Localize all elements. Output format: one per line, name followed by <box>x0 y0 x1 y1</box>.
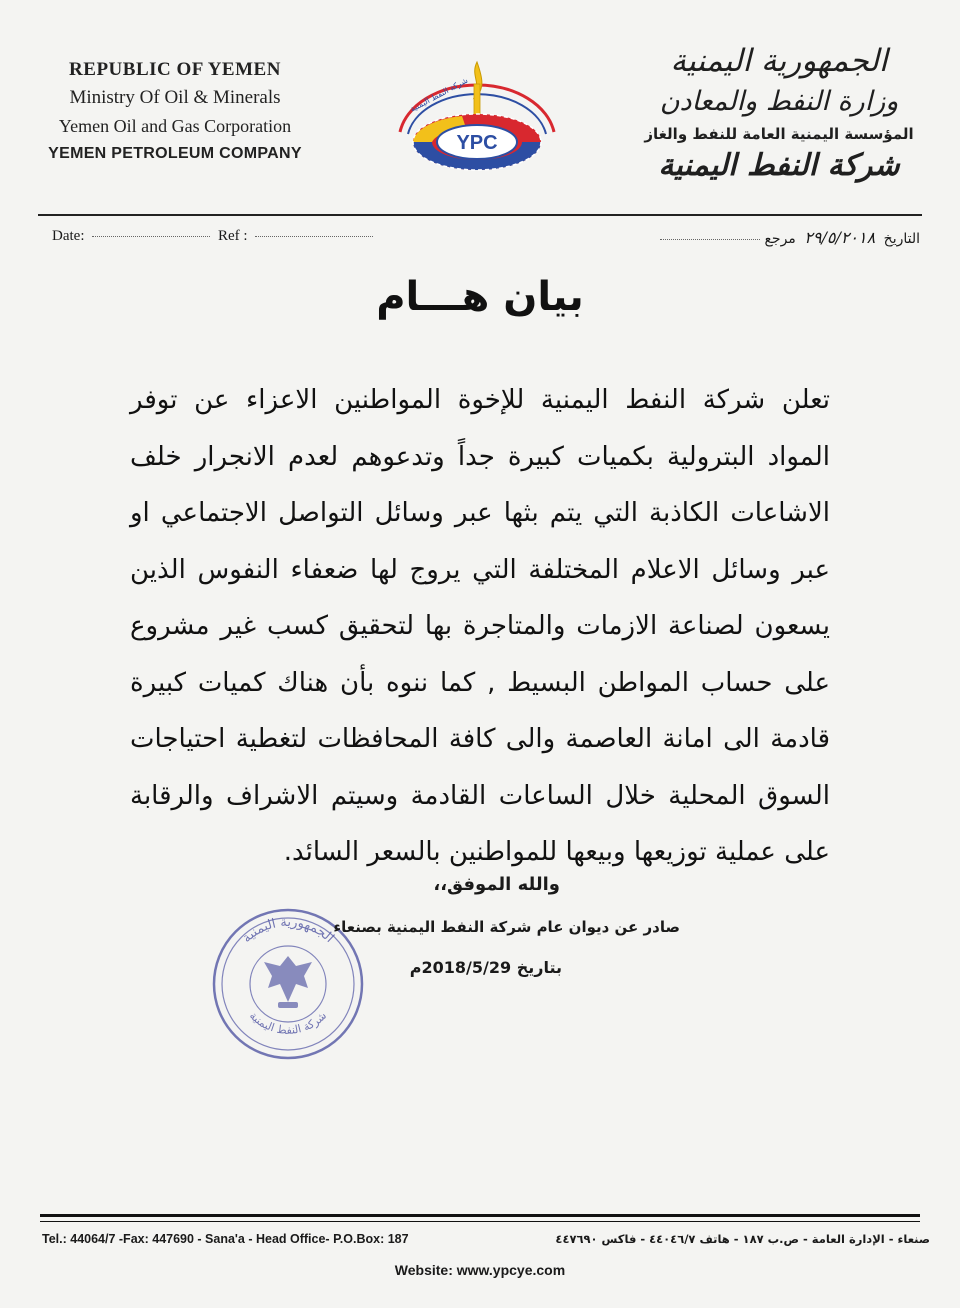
header-divider <box>38 214 922 216</box>
issued-date: بتاريخ 2018/5/29م <box>409 958 562 977</box>
ypc-logo <box>382 54 572 184</box>
seal-outer-text: الجمهورية اليمنية <box>239 914 337 946</box>
body-line: على عملية توزيعها وبيعها للمواطنين بالسعر السائد. <box>283 837 830 867</box>
ref-label-ar: مرجع <box>764 231 796 247</box>
statement-title: بيان هـــام <box>376 274 584 320</box>
body-line: يسعون لصناعة الازمات والمتاجرة بها لتحقيق كسب غير مشروع <box>130 611 830 641</box>
body-line: على حساب المواطن البسيط , كما ننوه بأن هناك كميات كبيرة <box>130 667 830 698</box>
header-en-corporation: Yemen Oil and Gas Corporation <box>58 116 292 136</box>
seal-bottom-text: شركة النفط اليمنية <box>246 1009 330 1037</box>
date-ref-arabic <box>660 228 920 247</box>
date-value-ar: ٢٩/٥/٢٠١٨ <box>804 228 876 247</box>
header-en-republic: REPUBLIC OF YEMEN <box>69 59 281 80</box>
header-english <box>30 56 320 168</box>
header-ar-company: شركة النفط اليمنية <box>658 148 900 183</box>
header-en-ministry: Ministry Of Oil & Minerals <box>69 87 281 108</box>
eagle-emblem-icon <box>264 956 312 1008</box>
body-line: الاشاعات الكاذبة التي يتم بثها عبر وسائل التواصل الاجتماعي او <box>130 498 830 528</box>
footer-contact-en: Tel.: 44064/7 -Fax: 447690 - Sana'a - Head Office- P.O.Box: 187 <box>42 1232 409 1246</box>
closing-phrase: والله الموفق،، <box>433 874 560 895</box>
header-en-company: YEMEN PETROLEUM COMPANY <box>48 145 302 162</box>
logo-arc-text: شركة النفط اليمنية <box>408 75 470 114</box>
body-line: المواد البترولية بكميات كبيرة جداً وتدعوهم لعدم الانجرار خلف <box>130 441 830 472</box>
logo-ypc-text: YPC <box>456 132 498 154</box>
body-line: تعلن شركة النفط اليمنية للإخوة المواطنين الاعزاء عن توفر <box>130 385 830 415</box>
footer-divider-thick <box>40 1214 920 1217</box>
body-line: عبر وسائل الاعلام المختلفة التي يروج لها ضعفاء النفوس الذين <box>130 554 830 585</box>
footer-website: Website: www.ypcye.com <box>394 1262 566 1278</box>
body-line: السوق المحلية خلال الساعات القادمة وسيتم الاشراف والرقابة <box>130 780 830 811</box>
footer-divider-thin <box>40 1221 920 1222</box>
header-ar-republic: الجمهورية اليمنية <box>670 43 888 79</box>
date-field-en <box>92 236 210 237</box>
footer-contact-ar: صنعاء - الإدارة العامة - ص.ب ١٨٧ - هاتف ٤٤٠٤٦/٧ - فاكس ٤٤٧٦٩٠ <box>555 1232 930 1246</box>
ref-field-en <box>255 236 373 237</box>
date-label-ar: التاريخ <box>883 231 920 247</box>
statement-body <box>130 372 830 881</box>
date-ref-english <box>52 228 377 245</box>
header-ar-ministry: وزارة النفط والمعادن <box>659 86 899 117</box>
issued-by: صادر عن ديوان عام شركة النفط اليمنية بصنعاء <box>333 918 680 936</box>
header-arabic <box>634 40 924 186</box>
header-ar-corporation: المؤسسة اليمنية العامة للنفط والغاز <box>644 125 914 143</box>
body-line: قادمة الى امانة العاصمة والى كافة المحافظات لتغطية احتياجات <box>130 724 830 754</box>
ref-field-ar <box>660 239 760 240</box>
ref-label-en: Ref : <box>217 228 248 244</box>
date-label-en: Date: <box>52 228 85 244</box>
